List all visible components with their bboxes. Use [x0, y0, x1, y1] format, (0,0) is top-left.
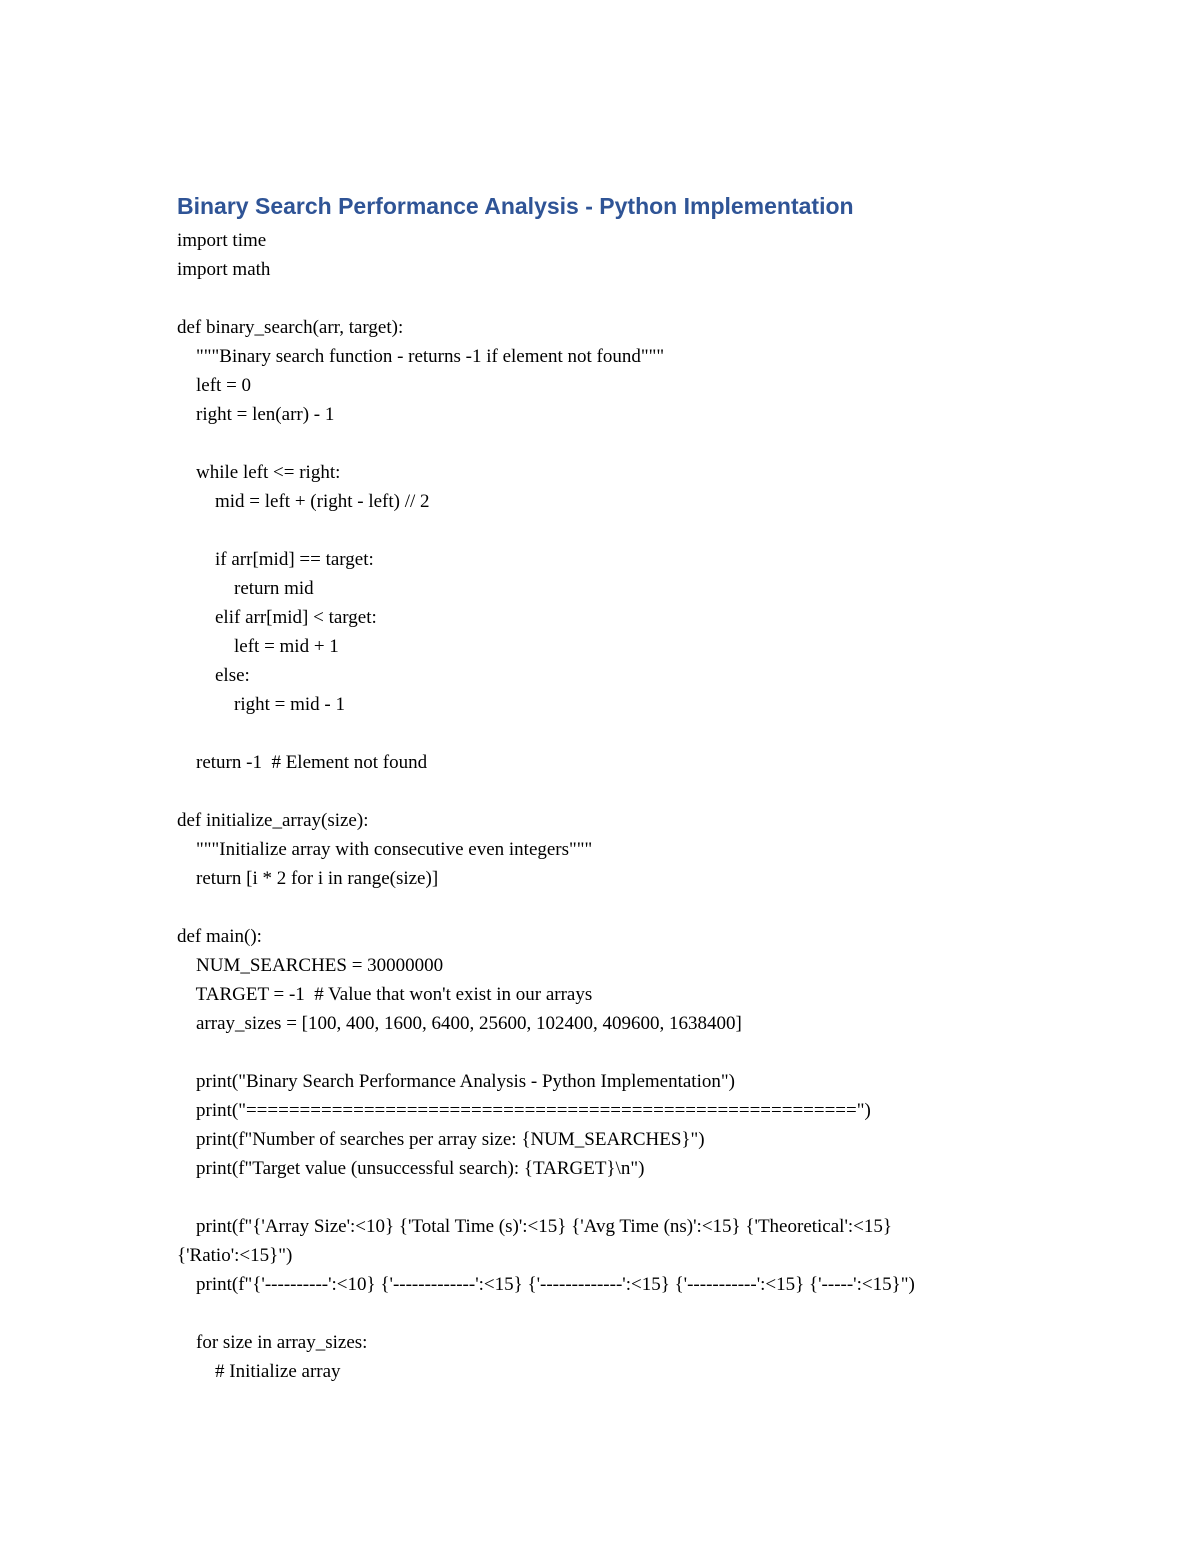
code-line [177, 284, 1027, 313]
code-line: left = mid + 1 [177, 636, 339, 657]
code-line [177, 719, 1027, 748]
code-line: print(f"{'Array Size':<10} {'Total Time (s)':<15} {'Avg Time (ns)':<15} {'Theoretical':<15} [177, 1216, 892, 1237]
code-line: print(f"Target value (unsuccessful search): {TARGET}\n") [177, 1158, 645, 1179]
code-line: """Initialize array with consecutive even integers""" [177, 839, 593, 860]
code-line: {'Ratio':<15}") [177, 1245, 293, 1266]
code-line: elif arr[mid] < target: [177, 607, 377, 628]
code-line: # Initialize array [177, 1361, 341, 1382]
code-line: right = len(arr) - 1 [177, 404, 335, 425]
code-line: return -1 # Element not found [177, 752, 428, 773]
code-line: left = 0 [177, 375, 252, 396]
code-line: def initialize_array(size): [177, 810, 369, 831]
code-line [177, 893, 1027, 922]
code-line [177, 516, 1027, 545]
code-line [177, 1299, 1027, 1328]
code-line: import time [177, 230, 267, 251]
code-line: for size in array_sizes: [177, 1332, 368, 1353]
code-line [177, 777, 1027, 806]
code-line: array_sizes = [100, 400, 1600, 6400, 25600, 102400, 409600, 1638400] [177, 1013, 742, 1034]
code-line: print("=========================================================") [177, 1100, 871, 1121]
code-line: if arr[mid] == target: [177, 549, 374, 570]
code-listing [177, 226, 1027, 1386]
code-line: else: [177, 665, 250, 686]
code-line: print("Binary Search Performance Analysis - Python Implementation") [177, 1071, 735, 1092]
code-line: """Binary search function - returns -1 if element not found""" [177, 346, 665, 367]
code-line: return [i * 2 for i in range(size)] [177, 868, 439, 889]
document-title: Binary Search Performance Analysis - Python Implementation [177, 193, 854, 219]
code-line [177, 1038, 1027, 1067]
code-line: print(f"{'----------':<10} {'-------------':<15} {'-------------':<15} {'-----------':<15} {'-----':<15}") [177, 1274, 915, 1295]
code-line: def main(): [177, 926, 262, 947]
code-line: def binary_search(arr, target): [177, 317, 404, 338]
code-line: while left <= right: [177, 462, 341, 483]
code-line: import math [177, 259, 271, 280]
code-line: right = mid - 1 [177, 694, 345, 715]
code-line: print(f"Number of searches per array size: {NUM_SEARCHES}") [177, 1129, 705, 1150]
code-line [177, 1183, 1027, 1212]
code-line: TARGET = -1 # Value that won't exist in our arrays [177, 984, 593, 1005]
code-line: NUM_SEARCHES = 30000000 [177, 955, 444, 976]
code-line: return mid [177, 578, 314, 599]
code-line: mid = left + (right - left) // 2 [177, 491, 430, 512]
code-line [177, 429, 1027, 458]
